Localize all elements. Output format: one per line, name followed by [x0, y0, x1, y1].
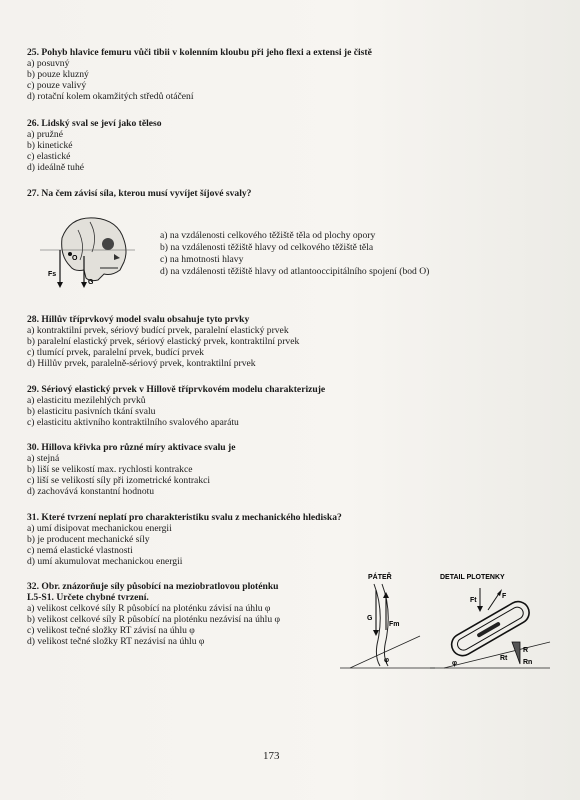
answer-option: a) kontraktilní prvek, sériový budící prvek, paralelní elastický prvek [27, 325, 289, 336]
question-25 [27, 47, 372, 102]
answer-option: b) velikost celkové síly R působící na ploténku nezávisí na úhlu φ [27, 614, 281, 625]
answer-option: d) ideálně tuhé [27, 162, 85, 173]
question-title: 31. Které tvrzení neplatí pro charakteristiku svalu z mechanického hlediska? [27, 512, 342, 523]
answer-option: a) velikost celkové síly R působící na ploténku závisí na úhlu φ [27, 603, 271, 614]
question-26 [27, 118, 162, 173]
answer-option: b) je producent mechanické síly [27, 534, 150, 545]
question-title: 28. Hillův tříprvkový model svalu obsahuje tyto prvky [27, 314, 250, 325]
answer-option: d) Hillův prvek, paralelně-sériový prvek, kontraktilní prvek [27, 358, 256, 369]
question-title: 26. Lidský sval se jeví jako těleso [27, 118, 162, 129]
answer-option: c) nemá elastické vlastnosti [27, 545, 133, 556]
question-title: 30. Hillova křivka pro různé míry aktivace svalu je [27, 442, 236, 453]
answer-option: b) elasticitu pasivních tkání svalu [27, 406, 156, 417]
answer-option: b) paralelní elastický prvek, sériový elastický prvek, kontraktilní prvek [27, 336, 300, 347]
reaction-normal-label: Rn [523, 659, 533, 666]
answer-option: c) tlumící prvek, paralelní prvek, budící prvek [27, 347, 204, 358]
gravity-label: G [367, 615, 373, 622]
angle-label: φ [384, 657, 390, 664]
question-27 [27, 188, 251, 199]
force-label: Fs [48, 271, 57, 278]
question-27-options [160, 230, 429, 278]
answer-option: d) na vzdálenosti těžiště hlavy od atlantooccipitálního spojení (bod O) [160, 266, 430, 277]
answer-option: c) elasticitu aktivního kontraktilního svalového aparátu [27, 417, 239, 428]
answer-option: d) zachovává konstantní hodnotu [27, 486, 155, 497]
question-title: 25. Pohyb hlavice femuru vůči tibii v kolenním kloubu při jeho flexi a extensi je čistě [27, 47, 372, 58]
answer-option: c) na hmotnosti hlavy [160, 254, 244, 265]
answer-option: a) stejná [27, 453, 60, 464]
skull-figure [40, 210, 135, 290]
answer-option: b) pouze kluzný [27, 69, 89, 80]
answer-option: c) pouze valivý [27, 80, 87, 91]
answer-option: c) velikost tečné složky RT závisí na úhlu φ [27, 625, 195, 636]
question-title-line2: L5-S1. Určete chybné tvrzení. [27, 592, 149, 603]
answer-option: b) liší se velikostí max. rychlosti kontrakce [27, 464, 193, 475]
answer-option: a) umí disipovat mechanickou energii [27, 523, 172, 534]
answer-option: d) rotační kolem okamžitých středů otáčení [27, 91, 194, 102]
point-label: O [72, 255, 78, 262]
answer-option: c) elastické [27, 151, 71, 162]
page-number: 173 [263, 750, 280, 762]
answer-option: d) umí akumulovat mechanickou energii [27, 556, 183, 567]
answer-option: b) kinetické [27, 140, 73, 151]
muscle-force-label: Fm [389, 621, 400, 628]
question-31 [27, 512, 342, 567]
question-29 [27, 384, 325, 428]
disc-detail-label: DETAIL PLOTENKY [440, 574, 505, 581]
reaction-tangent-label: Rt [500, 655, 508, 662]
answer-option: a) elasticitu mezilehlých prvků [27, 395, 146, 406]
force-label: F [502, 593, 507, 600]
tangent-force-label: Ft [470, 597, 477, 604]
answer-option: a) na vzdálenosti celkového těžiště těla od plochy opory [160, 230, 376, 241]
question-title: 27. Na čem závisí síla, kterou musí vyvíjet šíjové svaly? [27, 188, 252, 199]
answer-option: c) liší se velikostí síly při izometrické kontrakci [27, 475, 211, 486]
question-title: 32. Obr. znázorňuje síly působící na meziobratlovou ploténku [27, 581, 279, 592]
answer-option: d) velikost tečné složky RT nezávisí na úhlu φ [27, 636, 205, 647]
answer-option: a) posuvný [27, 58, 70, 69]
question-32 [27, 581, 280, 647]
question-28 [27, 314, 299, 369]
reaction-label: R [523, 647, 529, 654]
gravity-label: G [88, 279, 94, 286]
question-title: 29. Sériový elastický prvek v Hillově tříprvkovém modelu charakterizuje [27, 384, 326, 395]
answer-option: b) na vzdálenosti těžiště hlavy od celkového těžiště těla [160, 242, 374, 253]
disc-angle-label: φ [452, 660, 458, 667]
spine-label: PÁTEŘ [368, 574, 392, 581]
answer-option: a) pružné [27, 129, 63, 140]
spine-disc-figure [340, 570, 555, 675]
question-30 [27, 442, 235, 497]
